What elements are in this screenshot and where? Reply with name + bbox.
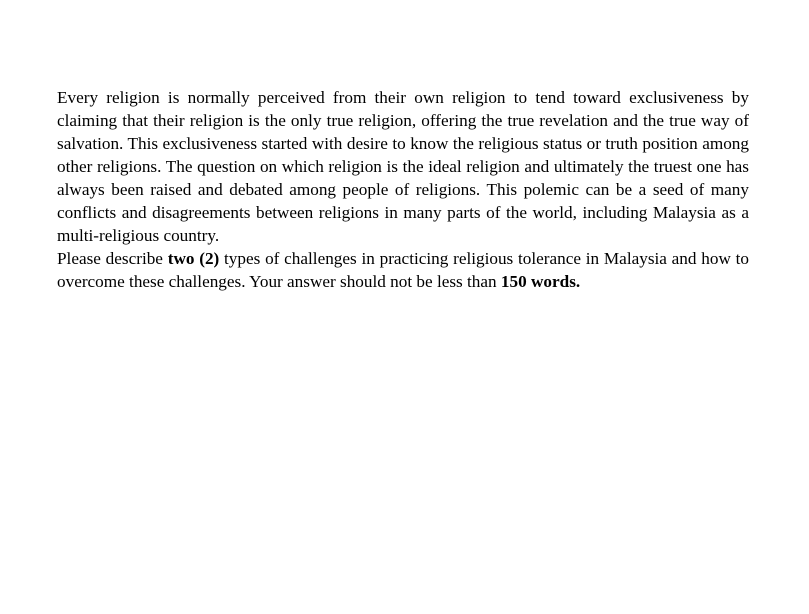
- question-text-block: [57, 86, 749, 293]
- question-bold-count: two (2): [167, 249, 220, 268]
- question-paragraph: [57, 247, 749, 293]
- context-paragraph: Every religion is normally perceived from their own religion to tend toward exclusiveness by claiming that their religion is the only true religion, offering the true revelation and the true way of salvation. This exclusiveness started with desire to know the religious status or truth position among other religions. The question on which religion is the ideal religion and ultimately the truest one has always been raised and debated among people of religions. This polemic can be a seed of many conflicts and disagreements between religions in many parts of the world, including Malaysia as a multi-religious country.: [57, 88, 749, 245]
- question-text-part-1: Please describe: [57, 249, 168, 268]
- question-bold-word-limit: 150 words.: [500, 272, 581, 291]
- question-text-part-2: types of challenges in practicing religious tolerance in Malaysia and how to overcome these challenges. Your answer should not be less than: [57, 249, 749, 291]
